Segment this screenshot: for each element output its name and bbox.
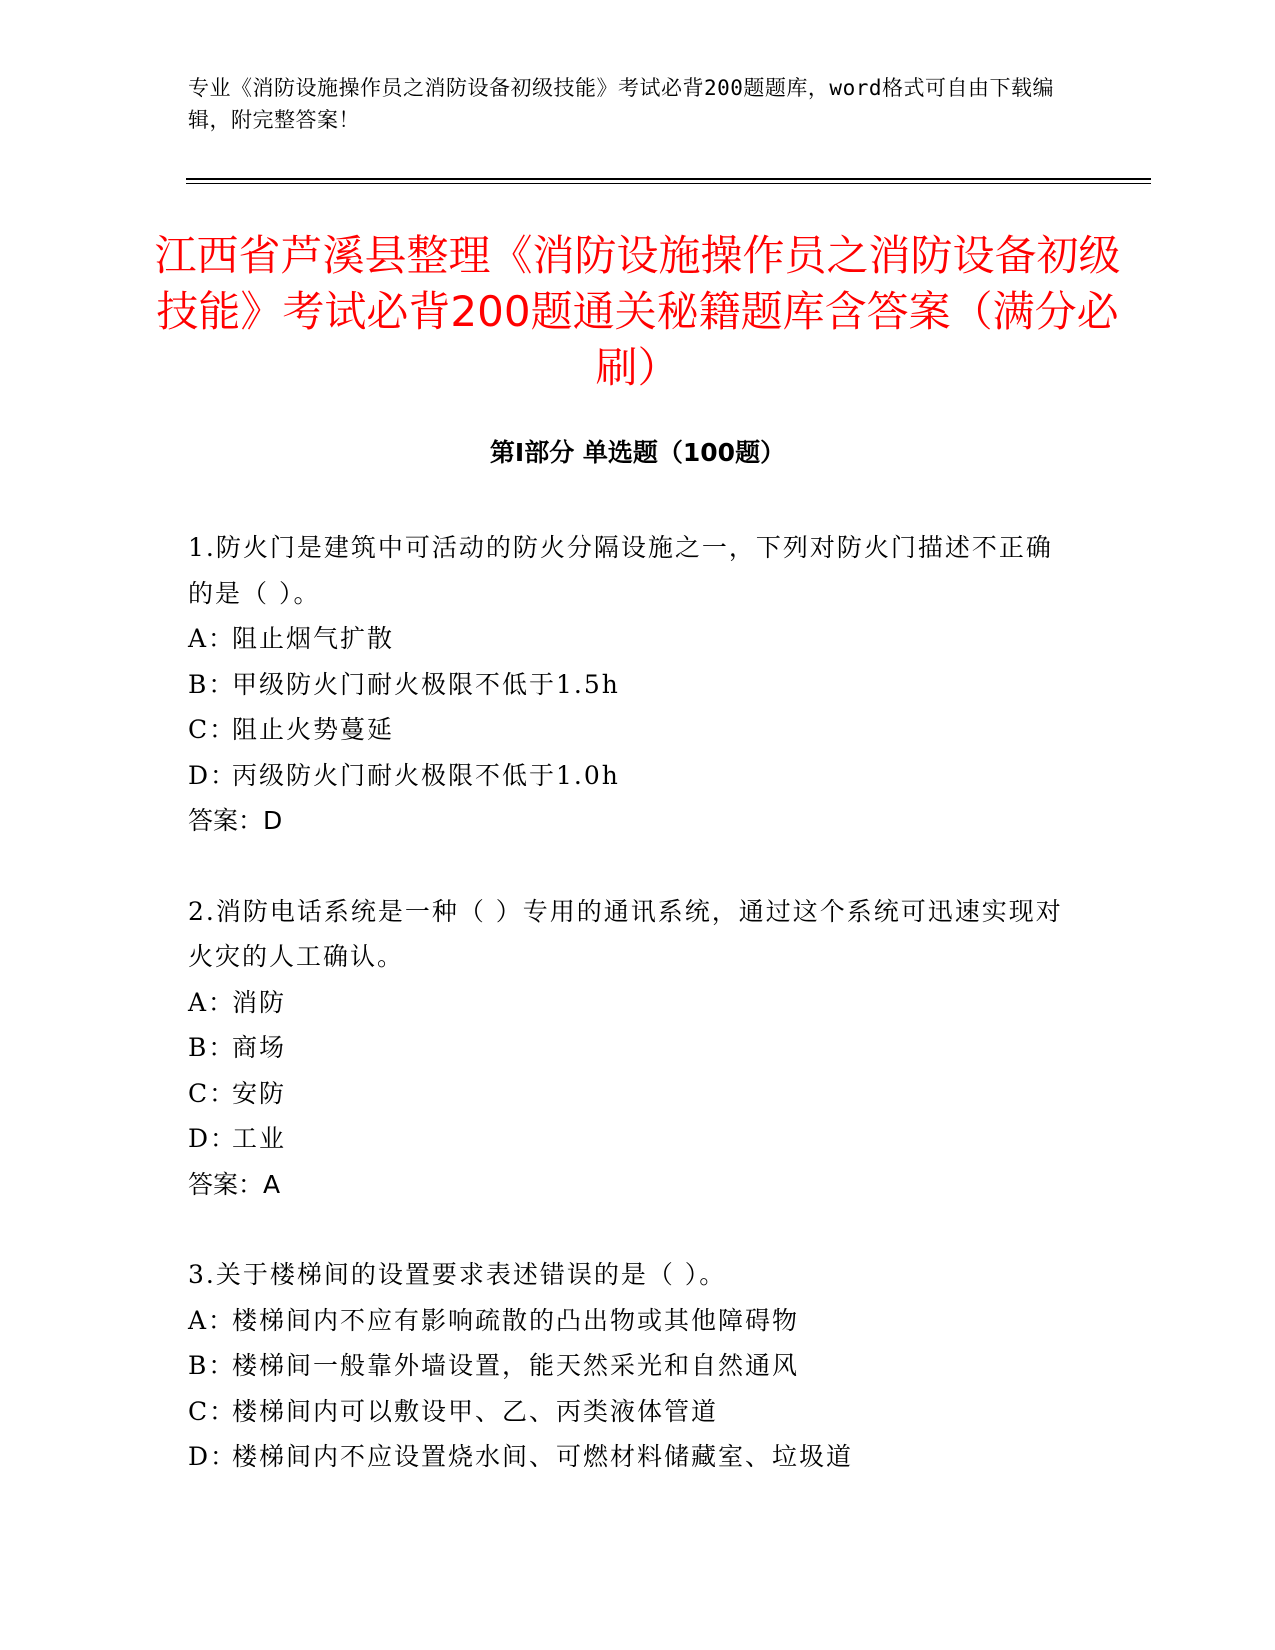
option-c: [188, 1071, 1078, 1117]
option-text: 丙级防火门耐火极限不低于1.0h: [232, 760, 620, 790]
document-title: 江西省芦溪县整理《消防设施操作员之消防设备初级技能》考试必背200题通关秘籍题库含答案（满分必刷）: [154, 231, 1121, 392]
option-key: A：: [188, 1305, 236, 1335]
option-key: D：: [188, 760, 238, 790]
option-a: [188, 616, 1078, 662]
section-heading: 第Ⅰ部分 单选题（100题）: [489, 438, 786, 467]
option-b: [188, 1025, 1078, 1071]
option-text: 甲级防火门耐火极限不低于1.5h: [232, 669, 620, 699]
option-text: 楼梯间内可以敷设甲、乙、丙类液体管道: [232, 1396, 719, 1426]
option-d: [188, 1116, 1078, 1162]
answer-line: 答案：D: [188, 806, 283, 835]
option-d: [188, 753, 1078, 799]
option-c: [188, 707, 1078, 753]
header-note: 专业《消防设施操作员之消防设备初级技能》考试必背200题题库，word格式可自由下载编辑，附完整答案！: [188, 76, 1054, 132]
header-divider-thin: [186, 183, 1151, 184]
option-key: C：: [188, 1396, 237, 1426]
option-text: 消防: [232, 987, 287, 1017]
header-divider-thick: [186, 178, 1151, 180]
option-key: D：: [188, 1442, 238, 1471]
option-text: 商场: [232, 1033, 287, 1062]
option-text: 阻止烟气扩散: [232, 624, 395, 653]
question-2: [188, 889, 1078, 1208]
question-3: [188, 1252, 1078, 1480]
option-key: B：: [188, 669, 236, 699]
option-text: 安防: [232, 1078, 287, 1108]
option-d: [188, 1434, 1078, 1480]
question-list: [188, 525, 1078, 1525]
question-text: 3.关于楼梯间的设置要求表述错误的是（ ）。: [188, 1260, 727, 1289]
option-key: A：: [188, 624, 236, 653]
option-key: C：: [188, 715, 237, 744]
option-text: 楼梯间内不应设置烧水间、可燃材料储藏室、垃圾道: [232, 1442, 854, 1471]
question-1: [188, 525, 1078, 844]
option-a: [188, 980, 1078, 1026]
option-key: B：: [188, 1351, 236, 1380]
option-key: B：: [188, 1033, 236, 1062]
option-key: C：: [188, 1078, 237, 1108]
option-c: [188, 1389, 1078, 1435]
option-text: 楼梯间一般靠外墙设置，能天然采光和自然通风: [232, 1351, 800, 1380]
option-key: A：: [188, 987, 236, 1017]
option-a: [188, 1298, 1078, 1344]
question-text: 2.消防电话系统是一种（ ）专用的通讯系统，通过这个系统可迅速实现对火灾的人工确认。: [188, 896, 1063, 971]
option-key: D：: [188, 1124, 238, 1153]
option-b: [188, 662, 1078, 708]
question-text: 1.防火门是建筑中可活动的防火分隔设施之一，下列对防火门描述不正确的是（ ）。: [188, 533, 1053, 608]
option-b: [188, 1343, 1078, 1389]
answer-line: 答案：A: [188, 1169, 281, 1199]
option-text: 楼梯间内不应有影响疏散的凸出物或其他障碍物: [232, 1305, 800, 1335]
option-text: 工业: [232, 1124, 287, 1153]
option-text: 阻止火势蔓延: [232, 715, 395, 744]
